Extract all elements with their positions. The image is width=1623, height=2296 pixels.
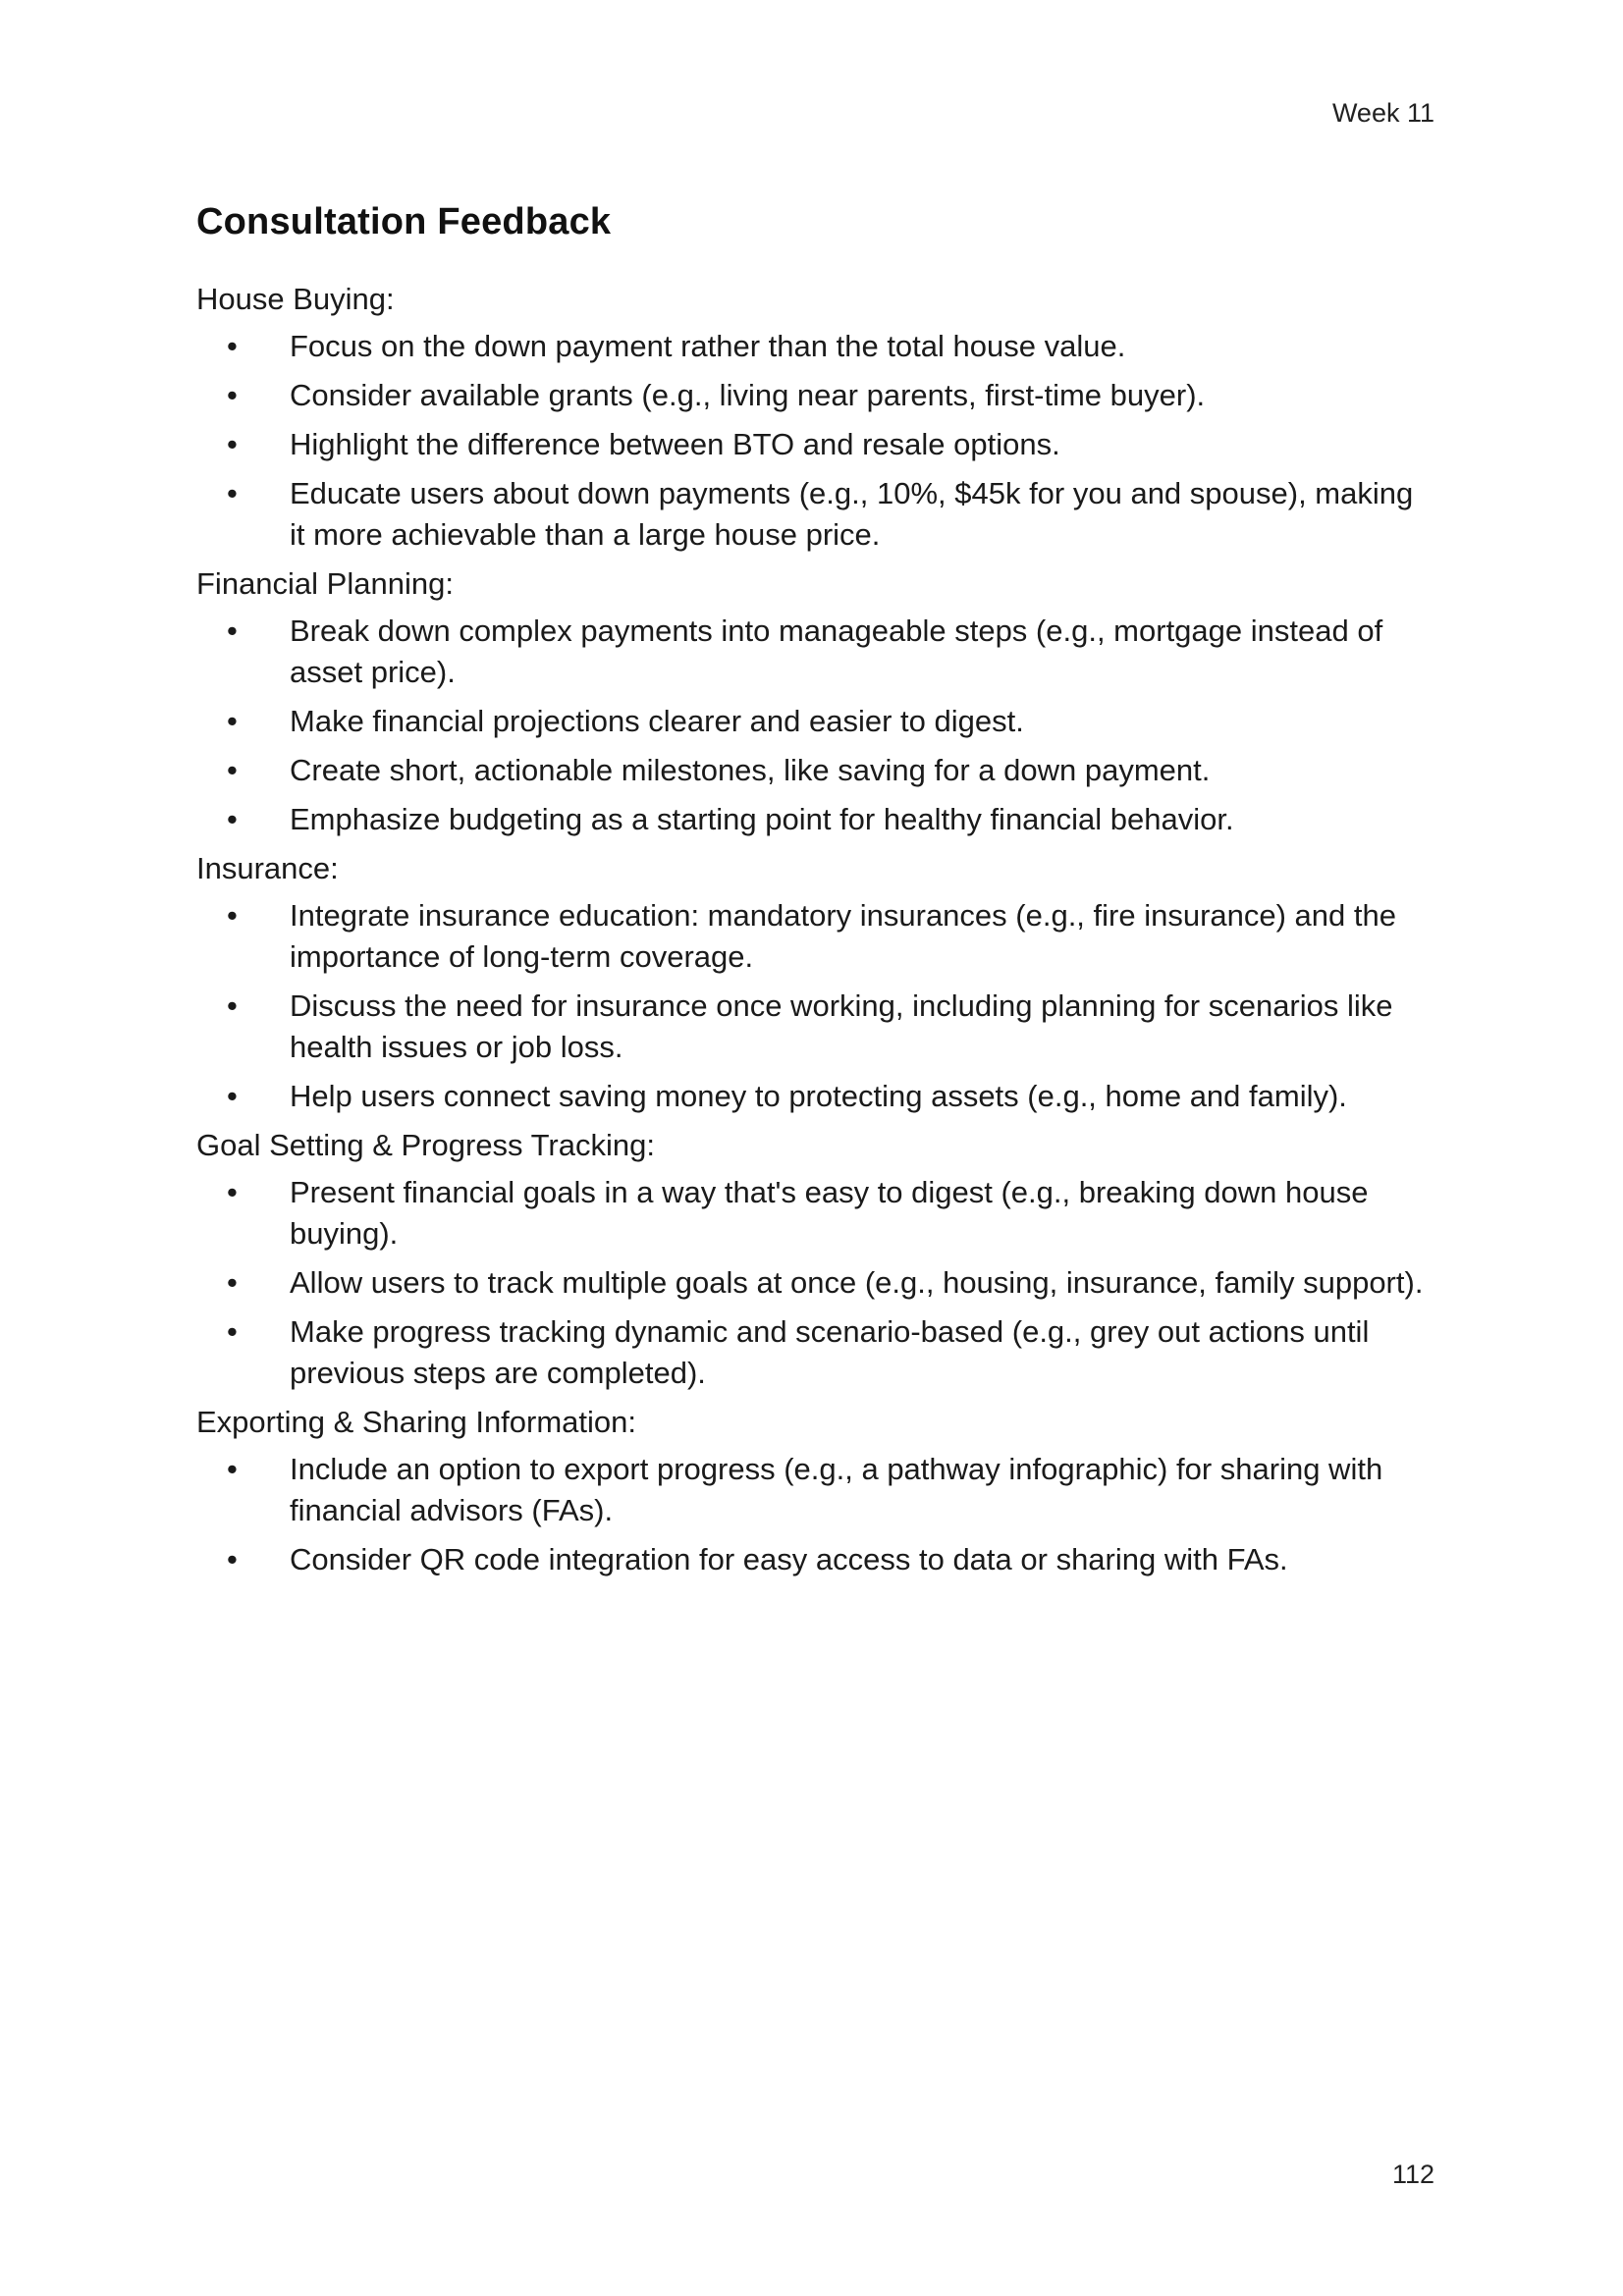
bullet-list [196, 326, 1435, 556]
list-item-text: Help users connect saving money to protecting assets (e.g., home and family). [290, 1079, 1347, 1113]
list-item-text: Educate users about down payments (e.g., 10%, $45k for you and spouse), making it more achievable than a large house price. [290, 476, 1414, 552]
bullet-icon: • [227, 704, 238, 738]
bullet-icon: • [227, 898, 238, 933]
list-item [196, 1076, 1435, 1117]
list-item [196, 1449, 1435, 1531]
list-item-text: Allow users to track multiple goals at once (e.g., housing, insurance, family support). [290, 1265, 1424, 1300]
bullet-icon: • [227, 1079, 238, 1113]
bullet-icon: • [227, 427, 238, 461]
bullet-icon: • [227, 614, 238, 648]
list-item [196, 375, 1435, 416]
bullet-icon: • [227, 1452, 238, 1486]
list-item [196, 750, 1435, 791]
list-item [196, 424, 1435, 465]
bullet-icon: • [227, 1542, 238, 1576]
list-item [196, 1262, 1435, 1304]
document-body [196, 201, 1435, 1588]
list-item [196, 1539, 1435, 1580]
list-item-text: Make progress tracking dynamic and scenario-based (e.g., grey out actions until previous steps are completed). [290, 1314, 1370, 1390]
list-item-text: Highlight the difference between BTO and resale options. [290, 427, 1060, 461]
bullet-icon: • [227, 988, 238, 1023]
list-item [196, 799, 1435, 840]
bullet-icon: • [227, 476, 238, 510]
page-number: 112 [1391, 2160, 1434, 2189]
list-item [196, 473, 1435, 556]
bullet-list [196, 611, 1435, 840]
section-heading: Goal Setting & Progress Tracking: [196, 1128, 655, 1162]
list-item [196, 895, 1435, 978]
list-item-text: Break down complex payments into manageable steps (e.g., mortgage instead of asset price). [290, 614, 1383, 689]
page-title: Consultation Feedback [196, 201, 612, 242]
list-item-text: Create short, actionable milestones, like saving for a down payment. [290, 753, 1211, 787]
bullet-icon: • [227, 802, 238, 836]
week-label: Week 11 [1331, 98, 1434, 128]
list-item [196, 611, 1435, 693]
list-item-text: Consider QR code integration for easy access to data or sharing with FAs. [290, 1542, 1288, 1576]
section-heading: Financial Planning: [196, 566, 454, 601]
list-item-text: Consider available grants (e.g., living near parents, first-time buyer). [290, 378, 1206, 412]
list-item-text: Present financial goals in a way that's easy to digest (e.g., breaking down house buying). [290, 1175, 1369, 1251]
bullet-icon: • [227, 329, 238, 363]
bullet-icon: • [227, 1265, 238, 1300]
section-heading: Insurance: [196, 851, 339, 885]
bullet-icon: • [227, 753, 238, 787]
bullet-icon: • [227, 378, 238, 412]
list-item [196, 701, 1435, 742]
list-item [196, 986, 1435, 1068]
section-heading: House Buying: [196, 282, 395, 316]
list-item-text: Integrate insurance education: mandatory insurances (e.g., fire insurance) and the importance of long-term coverage. [290, 898, 1396, 974]
list-item-text: Emphasize budgeting as a starting point for healthy financial behavior. [290, 802, 1234, 836]
list-item [196, 1172, 1435, 1255]
section-heading: Exporting & Sharing Information: [196, 1405, 637, 1439]
list-item-text: Make financial projections clearer and easier to digest. [290, 704, 1024, 738]
bullet-list [196, 895, 1435, 1117]
list-item-text: Discuss the need for insurance once working, including planning for scenarios like health issues or job loss. [290, 988, 1393, 1064]
list-item [196, 326, 1435, 367]
bullet-list [196, 1172, 1435, 1394]
list-item [196, 1311, 1435, 1394]
bullet-icon: • [227, 1314, 238, 1349]
bullet-list [196, 1449, 1435, 1580]
list-item-text: Focus on the down payment rather than the total house value. [290, 329, 1126, 363]
list-item-text: Include an option to export progress (e.g., a pathway infographic) for sharing with financial advisors (FAs). [290, 1452, 1383, 1527]
feedback-sections [196, 279, 1435, 1580]
bullet-icon: • [227, 1175, 238, 1209]
